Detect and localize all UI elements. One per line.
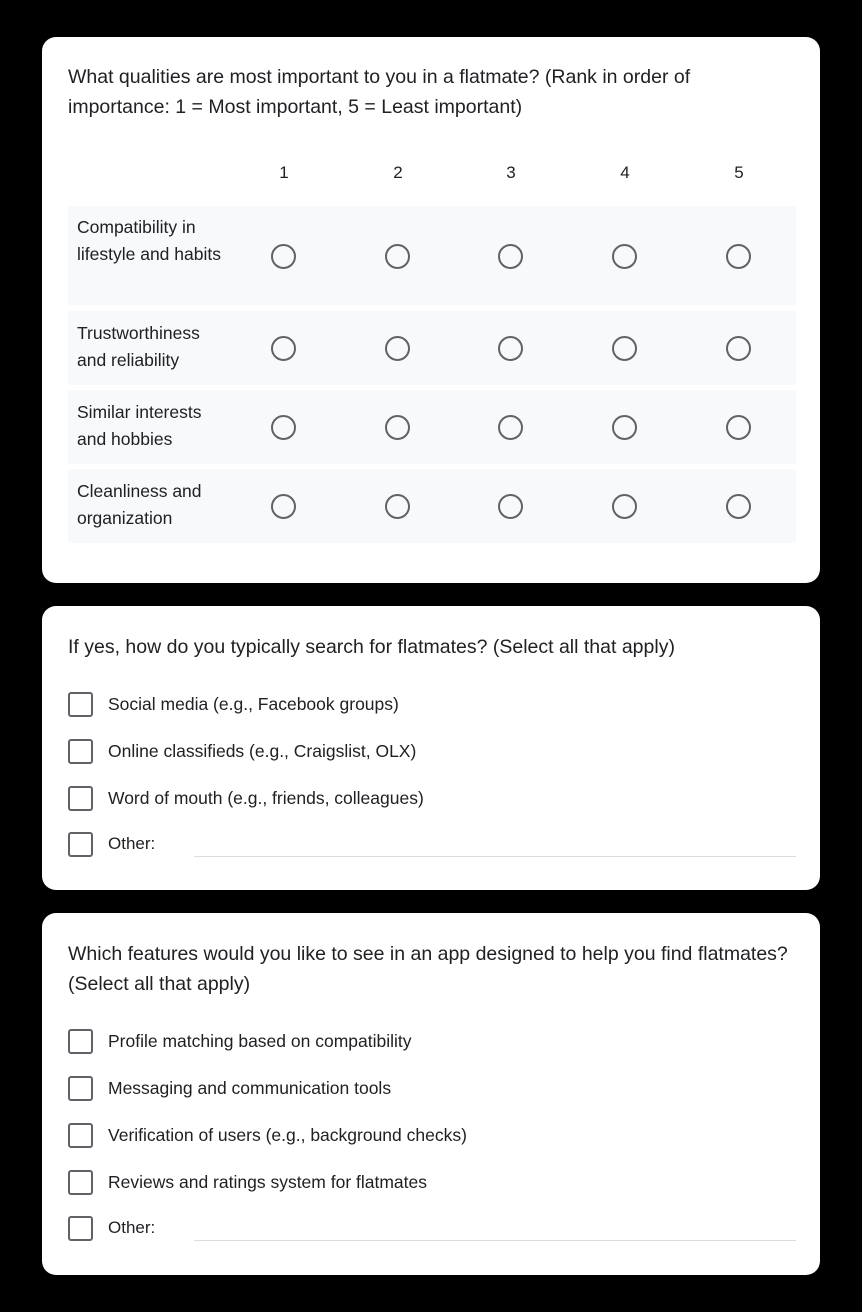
radio-trustworthiness-4[interactable] <box>612 336 637 361</box>
radio-compatibility-3[interactable] <box>498 244 523 269</box>
grid-row-label: Compatibility in lifestyle and habits <box>77 217 221 264</box>
radio-compatibility-2[interactable] <box>385 244 410 269</box>
search-question-title: If yes, how do you typically search for flatmates? (Select all that apply) <box>68 636 675 658</box>
other-label: Other: <box>108 834 156 853</box>
checkbox-option-verification[interactable] <box>68 1121 467 1149</box>
radio-compatibility-1[interactable] <box>271 244 296 269</box>
checkbox[interactable] <box>68 786 93 811</box>
radio-cleanliness-4[interactable] <box>612 494 637 519</box>
column-header-1: 1 <box>279 163 289 182</box>
column-header-4: 4 <box>620 163 630 182</box>
column-header-2: 2 <box>393 163 403 182</box>
checkbox[interactable] <box>68 739 93 764</box>
checkbox-option-other[interactable] <box>68 1214 155 1242</box>
radio-compatibility-5[interactable] <box>726 244 751 269</box>
checkbox[interactable] <box>68 1123 93 1148</box>
checkbox-label: Reviews and ratings system for flatmates <box>108 1171 428 1192</box>
grid-row-trustworthiness <box>68 311 796 385</box>
checkbox-label: Profile matching based on compatibility <box>108 1030 412 1051</box>
checkbox-option-word-of-mouth[interactable] <box>68 784 424 812</box>
grid-column-headers <box>42 159 820 187</box>
search-methods-card <box>42 606 820 890</box>
other-label: Other: <box>108 1218 156 1237</box>
column-header-5: 5 <box>734 163 744 182</box>
features-question-title: Which features would you like to see in an app designed to help you find flatmates? (Select all that apply) <box>68 943 788 995</box>
radio-trustworthiness-2[interactable] <box>385 336 410 361</box>
checkbox-option-social-media[interactable] <box>68 690 399 718</box>
checkbox-option-other[interactable] <box>68 830 155 858</box>
checkbox-label: Verification of users (e.g., background checks) <box>108 1124 467 1145</box>
radio-cleanliness-1[interactable] <box>271 494 296 519</box>
other-text-field[interactable] <box>194 833 796 857</box>
radio-interests-5[interactable] <box>726 415 751 440</box>
checkbox[interactable] <box>68 1170 93 1195</box>
grid-row-label: Similar interests and hobbies <box>77 402 202 449</box>
checkbox-label: Messaging and communication tools <box>108 1077 392 1098</box>
grid-row-compatibility <box>68 206 796 305</box>
checkbox-option-online-classifieds[interactable] <box>68 737 416 765</box>
grid-row-interests <box>68 390 796 464</box>
grid-row-label: Trustworthiness and reliability <box>77 323 200 370</box>
checkbox-label: Word of mouth (e.g., friends, colleagues) <box>108 787 424 808</box>
radio-interests-2[interactable] <box>385 415 410 440</box>
checkbox-option-profile-matching[interactable] <box>68 1027 412 1055</box>
radio-interests-3[interactable] <box>498 415 523 440</box>
ranking-question-card <box>42 37 820 583</box>
radio-trustworthiness-3[interactable] <box>498 336 523 361</box>
radio-compatibility-4[interactable] <box>612 244 637 269</box>
checkbox-option-reviews[interactable] <box>68 1168 427 1196</box>
radio-interests-1[interactable] <box>271 415 296 440</box>
column-header-3: 3 <box>506 163 516 182</box>
checkbox[interactable] <box>68 1076 93 1101</box>
app-features-card <box>42 913 820 1275</box>
ranking-question-title: What qualities are most important to you in a flatmate? (Rank in order of importance: 1 = Most important, 5 = Least important) <box>68 66 691 118</box>
checkbox[interactable] <box>68 692 93 717</box>
checkbox[interactable] <box>68 1029 93 1054</box>
checkbox-label: Social media (e.g., Facebook groups) <box>108 693 399 714</box>
radio-trustworthiness-1[interactable] <box>271 336 296 361</box>
radio-interests-4[interactable] <box>612 415 637 440</box>
radio-cleanliness-3[interactable] <box>498 494 523 519</box>
checkbox-option-messaging[interactable] <box>68 1074 391 1102</box>
checkbox[interactable] <box>68 1216 93 1241</box>
radio-cleanliness-5[interactable] <box>726 494 751 519</box>
grid-row-cleanliness <box>68 469 796 543</box>
grid-row-label: Cleanliness and organization <box>77 481 202 528</box>
checkbox[interactable] <box>68 832 93 857</box>
other-text-field[interactable] <box>194 1217 796 1241</box>
checkbox-label: Online classifieds (e.g., Craigslist, OLX) <box>108 740 417 761</box>
radio-cleanliness-2[interactable] <box>385 494 410 519</box>
radio-trustworthiness-5[interactable] <box>726 336 751 361</box>
